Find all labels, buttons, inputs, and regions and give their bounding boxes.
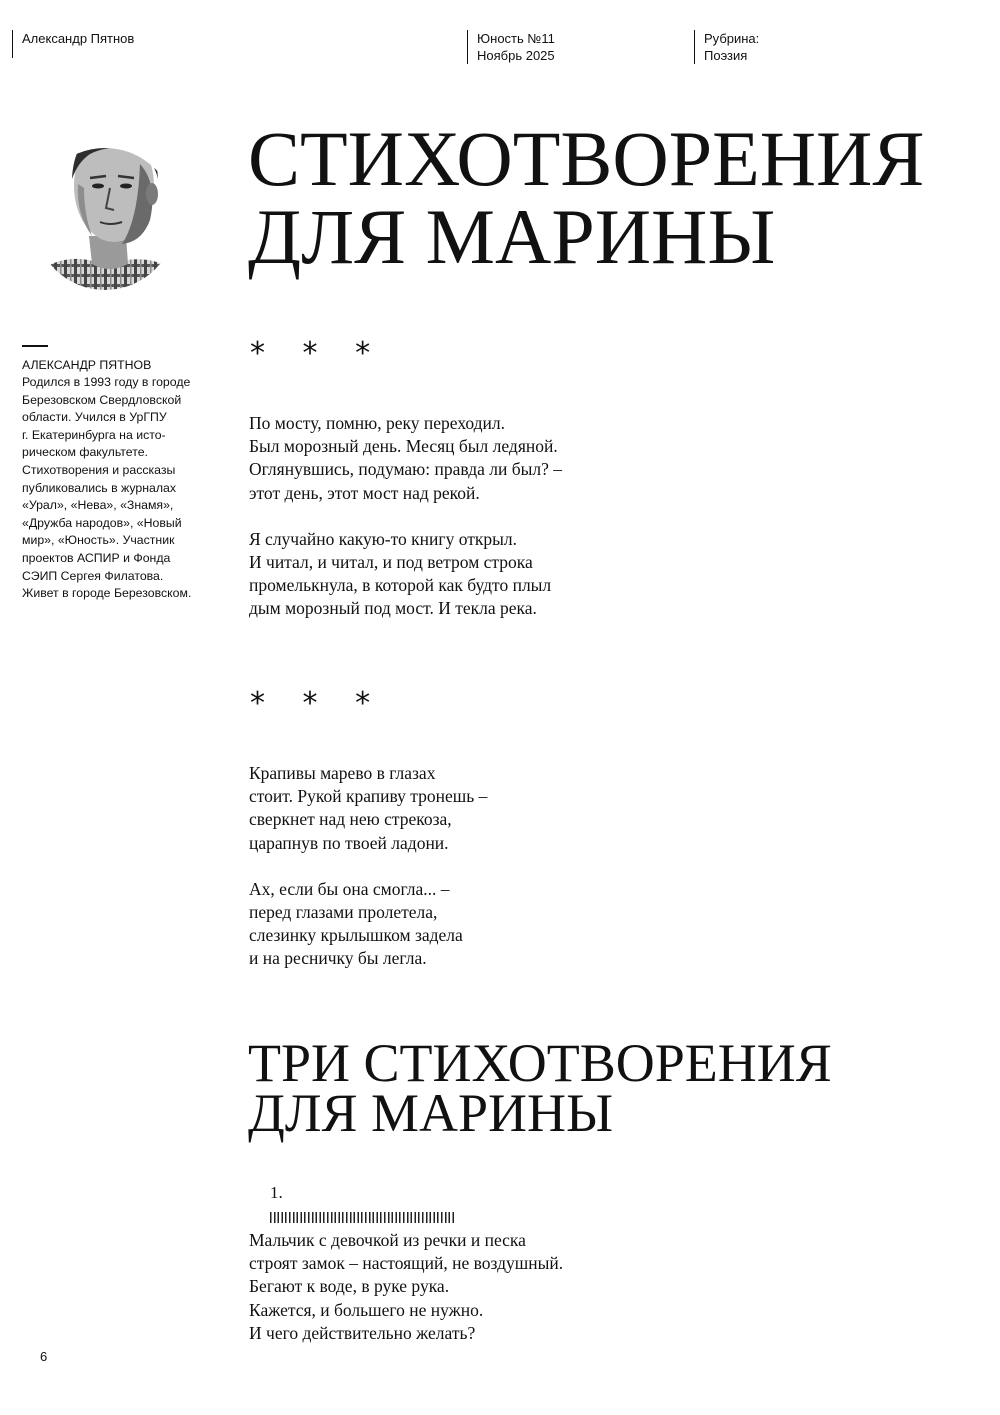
decorative-rule	[270, 1212, 454, 1223]
poem-stanza	[249, 412, 562, 505]
section-title-line: ДЛЯ МАРИНЫ	[248, 1083, 614, 1143]
header-author-name: Александр Пятнов	[22, 31, 135, 46]
author-portrait-image	[34, 124, 176, 314]
poem-stanza	[249, 762, 487, 855]
poem-line: перед глазами пролетела,	[249, 902, 438, 923]
bio-author-name: АЛЕКСАНДР ПЯТНОВ	[22, 357, 152, 372]
poem-line: И читал, и читал, и под ветром строка	[249, 552, 533, 573]
bio-line: «Дружба народов», «Новый	[22, 515, 182, 530]
header-rubric-label: Рубрина:	[704, 31, 760, 46]
header-issue	[467, 30, 555, 64]
poem-two	[249, 762, 487, 994]
poem-line: слезинку крылышком задела	[249, 925, 463, 946]
bio-line: г. Екатеринбурга на исто-	[22, 427, 166, 442]
poem-line: И чего действительно желать?	[249, 1322, 476, 1343]
section-title	[248, 1033, 832, 1143]
poem-line: По мосту, помню, реку переходил.	[249, 413, 506, 433]
poem-line: Бегают к воде, в руке рука.	[249, 1276, 450, 1297]
bio-line: публиковались в журналах	[22, 480, 177, 495]
bio-line: СЭИП Сергея Филатова.	[22, 568, 164, 583]
bio-line: Живет в городе Березовском.	[22, 586, 192, 601]
header-rubric-value: Поэзия	[704, 48, 748, 63]
article-title-line: ДЛЯ МАРИНЫ	[248, 193, 776, 280]
bio-divider	[22, 345, 48, 347]
poem-line: сверкнет над нею стрекоза,	[249, 809, 452, 830]
poem-line: Кажется, и большего не нужно.	[249, 1299, 484, 1320]
poem-line: Оглянувшись, подумаю: правда ли был? –	[249, 459, 563, 480]
poem-line: Ах, если бы она смогла... –	[249, 878, 450, 899]
page-number: 6	[40, 1349, 48, 1364]
poem-one	[249, 412, 562, 644]
poem-stanza	[249, 528, 562, 621]
bio-line: рическом факультете.	[22, 445, 148, 460]
author-bio	[22, 345, 234, 603]
poem-stanza	[249, 878, 487, 971]
bio-line: Березовском Свердловской	[22, 392, 182, 407]
poem-number: 1.	[270, 1183, 283, 1202]
bio-line: Родился в 1993 году в городе	[22, 375, 191, 390]
header-issue-date: Ноябрь 2025	[477, 48, 555, 63]
bio-line: мир», «Юность». Участник	[22, 533, 175, 548]
poem-line: дым морозный под мост. И текла река.	[249, 598, 537, 619]
poem-line: царапнув по твоей ладони.	[249, 832, 449, 853]
poem-line: стоит. Рукой крапиву тронешь –	[249, 786, 488, 807]
poem-line: промелькнула, в которой как будто плыл	[249, 575, 552, 596]
poem-line: Был морозный день. Месяц был ледяной.	[249, 436, 558, 457]
article-title	[248, 115, 978, 280]
header-rubric	[694, 30, 759, 64]
poem-line: и на ресничку бы легла.	[249, 948, 427, 969]
poem-three	[249, 1229, 563, 1345]
section-title-line: ТРИ СТИХОТВОРЕНИЯ	[248, 1033, 832, 1093]
poem-line: строят замок – настоящий, не воздушный.	[249, 1253, 564, 1274]
poem-asterism: * * *	[250, 686, 385, 721]
bio-line: области. Учился в УрГПУ	[22, 410, 167, 425]
poem-line: Я случайно какую-то книгу открыл.	[249, 528, 517, 549]
bio-line: Стихотворения и рассказы	[22, 463, 176, 478]
poem-line: Крапивы марево в глазах	[249, 763, 436, 783]
bio-line: проектов АСПИР и Фонда	[22, 551, 171, 566]
poem-asterism: * * *	[250, 336, 385, 371]
header-issue-number: Юность №11	[477, 31, 555, 46]
header-author	[12, 30, 134, 58]
poem-line: этот день, этот мост над рекой.	[249, 482, 480, 503]
bio-line: «Урал», «Нева», «Знамя»,	[22, 498, 174, 513]
article-title-line: СТИХОТВОРЕНИЯ	[248, 115, 925, 202]
poem-line: Мальчик с девочкой из речки и песка	[249, 1230, 526, 1250]
